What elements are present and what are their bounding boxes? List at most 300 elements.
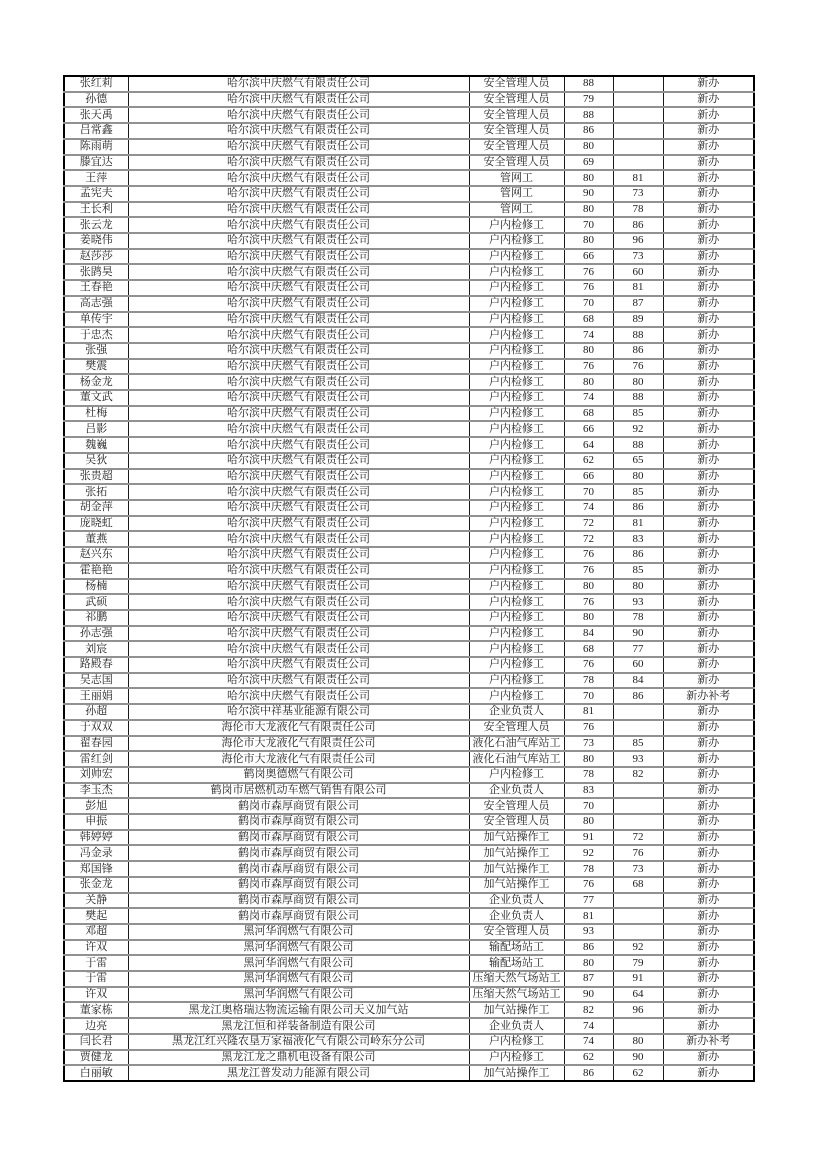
status-cell: 新办 <box>663 516 754 532</box>
score2-cell: 93 <box>613 594 663 610</box>
name-cell: 滕宜达 <box>64 155 128 171</box>
name-cell: 于雷 <box>64 971 128 987</box>
table-row <box>64 1065 754 1081</box>
status-cell: 新办 <box>663 987 754 1003</box>
table-row <box>64 893 754 909</box>
name-cell: 雷红剑 <box>64 751 128 767</box>
score1-cell: 79 <box>564 92 613 108</box>
score1-cell: 80 <box>564 343 613 359</box>
score1-cell: 93 <box>564 924 613 940</box>
status-cell: 新办 <box>663 783 754 799</box>
score1-cell: 62 <box>564 453 613 469</box>
table-row <box>64 1034 754 1050</box>
status-cell: 新办 <box>663 1018 754 1034</box>
name-cell: 胡金萍 <box>64 500 128 516</box>
company-cell: 鹤岗市森厚商贸有限公司 <box>128 814 469 830</box>
job-title-cell: 企业负责人 <box>469 908 564 924</box>
score2-cell: 76 <box>613 359 663 375</box>
score1-cell: 66 <box>564 469 613 485</box>
score2-cell: 88 <box>613 390 663 406</box>
job-title-cell: 加气站操作工 <box>469 1065 564 1081</box>
name-cell: 吕常鑫 <box>64 123 128 139</box>
score2-cell: 86 <box>613 343 663 359</box>
score1-cell: 86 <box>564 940 613 956</box>
table-row <box>64 955 754 971</box>
status-cell: 新办 <box>663 861 754 877</box>
name-cell: 张贵超 <box>64 469 128 485</box>
status-cell: 新办 <box>663 657 754 673</box>
status-cell: 新办 <box>663 469 754 485</box>
status-cell: 新办 <box>663 359 754 375</box>
job-title-cell: 户内检修工 <box>469 312 564 328</box>
name-cell: 边亮 <box>64 1018 128 1034</box>
company-cell: 黑河华润燃气有限公司 <box>128 987 469 1003</box>
name-cell: 翟春园 <box>64 736 128 752</box>
table-row <box>64 406 754 422</box>
name-cell: 单传宇 <box>64 312 128 328</box>
table-row <box>64 626 754 642</box>
score2-cell: 86 <box>613 688 663 704</box>
company-cell: 哈尔滨中庆燃气有限责任公司 <box>128 92 469 108</box>
status-cell: 新办 <box>663 893 754 909</box>
status-cell: 新办 <box>663 327 754 343</box>
table-row <box>64 374 754 390</box>
company-cell: 哈尔滨中庆燃气有限责任公司 <box>128 264 469 280</box>
score2-cell: 86 <box>613 500 663 516</box>
score2-cell: 86 <box>613 547 663 563</box>
job-title-cell: 户内检修工 <box>469 641 564 657</box>
table-row <box>64 720 754 736</box>
job-title-cell: 安全管理人员 <box>469 92 564 108</box>
name-cell: 武硕 <box>64 594 128 610</box>
status-cell: 新办 <box>663 217 754 233</box>
score2-cell: 92 <box>613 940 663 956</box>
company-cell: 哈尔滨中庆燃气有限责任公司 <box>128 484 469 500</box>
table-row <box>64 579 754 595</box>
job-title-cell: 加气站操作工 <box>469 877 564 893</box>
status-cell: 新办 <box>663 202 754 218</box>
job-title-cell: 安全管理人员 <box>469 139 564 155</box>
score2-cell: 73 <box>613 249 663 265</box>
score1-cell: 76 <box>564 264 613 280</box>
score1-cell: 76 <box>564 594 613 610</box>
table-row <box>64 484 754 500</box>
score1-cell: 74 <box>564 1034 613 1050</box>
job-title-cell: 户内检修工 <box>469 500 564 516</box>
score2-cell: 85 <box>613 563 663 579</box>
company-cell: 哈尔滨中庆燃气有限责任公司 <box>128 123 469 139</box>
name-cell: 赵兴东 <box>64 547 128 563</box>
name-cell: 于双双 <box>64 720 128 736</box>
table-row <box>64 783 754 799</box>
status-cell: 新办 <box>663 280 754 296</box>
score1-cell: 76 <box>564 720 613 736</box>
score1-cell: 76 <box>564 877 613 893</box>
job-title-cell: 户内检修工 <box>469 594 564 610</box>
name-cell: 孙志强 <box>64 626 128 642</box>
company-cell: 哈尔滨中庆燃气有限责任公司 <box>128 202 469 218</box>
table-row <box>64 877 754 893</box>
score1-cell: 78 <box>564 767 613 783</box>
job-title-cell: 企业负责人 <box>469 704 564 720</box>
table-row <box>64 264 754 280</box>
status-cell: 新办 <box>663 170 754 186</box>
status-cell: 新办 <box>663 374 754 390</box>
score2-cell: 76 <box>613 845 663 861</box>
status-cell: 新办 <box>663 76 754 92</box>
name-cell: 邓超 <box>64 924 128 940</box>
score2-cell: 73 <box>613 186 663 202</box>
table-row <box>64 155 754 171</box>
score2-cell: 60 <box>613 657 663 673</box>
company-cell: 哈尔滨中庆燃气有限责任公司 <box>128 657 469 673</box>
company-cell: 黑河华润燃气有限公司 <box>128 940 469 956</box>
score1-cell: 77 <box>564 893 613 909</box>
score2-cell: 92 <box>613 421 663 437</box>
company-cell: 哈尔滨中庆燃气有限责任公司 <box>128 453 469 469</box>
score1-cell: 88 <box>564 76 613 92</box>
score2-cell: 80 <box>613 579 663 595</box>
score1-cell: 80 <box>564 374 613 390</box>
score2-cell: 65 <box>613 453 663 469</box>
table-row <box>64 1050 754 1066</box>
job-title-cell: 户内检修工 <box>469 390 564 406</box>
job-title-cell: 户内检修工 <box>469 673 564 689</box>
status-cell: 新办补考 <box>663 688 754 704</box>
status-cell: 新办 <box>663 123 754 139</box>
status-cell: 新办 <box>663 312 754 328</box>
company-cell: 哈尔滨中庆燃气有限责任公司 <box>128 217 469 233</box>
score2-cell: 88 <box>613 437 663 453</box>
table-row <box>64 1002 754 1018</box>
score2-cell: 87 <box>613 296 663 312</box>
score2-cell: 82 <box>613 767 663 783</box>
status-cell: 新办 <box>663 437 754 453</box>
score1-cell: 80 <box>564 233 613 249</box>
status-cell: 新办 <box>663 390 754 406</box>
name-cell: 杜梅 <box>64 406 128 422</box>
score1-cell: 73 <box>564 736 613 752</box>
company-cell: 鹤岗市森厚商贸有限公司 <box>128 908 469 924</box>
score2-cell: 86 <box>613 217 663 233</box>
score1-cell: 76 <box>564 280 613 296</box>
table-row <box>64 186 754 202</box>
table-row <box>64 343 754 359</box>
score2-cell: 79 <box>613 955 663 971</box>
status-cell: 新办 <box>663 186 754 202</box>
table-row <box>64 390 754 406</box>
score1-cell: 81 <box>564 704 613 720</box>
name-cell: 关静 <box>64 893 128 909</box>
table-row <box>64 704 754 720</box>
score1-cell: 62 <box>564 1050 613 1066</box>
job-title-cell: 户内检修工 <box>469 1034 564 1050</box>
job-title-cell: 输配场站工 <box>469 955 564 971</box>
score1-cell: 86 <box>564 1065 613 1081</box>
table-row <box>64 798 754 814</box>
job-title-cell: 户内检修工 <box>469 688 564 704</box>
score1-cell: 80 <box>564 610 613 626</box>
company-cell: 哈尔滨中庆燃气有限责任公司 <box>128 500 469 516</box>
status-cell: 新办 <box>663 704 754 720</box>
name-cell: 许双 <box>64 940 128 956</box>
score1-cell: 84 <box>564 626 613 642</box>
table-row <box>64 861 754 877</box>
job-title-cell: 安全管理人员 <box>469 720 564 736</box>
company-cell: 黑龙江龙之鼎机电设备有限公司 <box>128 1050 469 1066</box>
job-title-cell: 企业负责人 <box>469 1018 564 1034</box>
job-title-cell: 户内检修工 <box>469 359 564 375</box>
table-row <box>64 845 754 861</box>
job-title-cell: 企业负责人 <box>469 783 564 799</box>
name-cell: 吴狄 <box>64 453 128 469</box>
status-cell: 新办 <box>663 453 754 469</box>
score2-cell <box>613 1018 663 1034</box>
score2-cell: 81 <box>613 516 663 532</box>
job-title-cell: 户内检修工 <box>469 421 564 437</box>
name-cell: 吴志国 <box>64 673 128 689</box>
score1-cell: 80 <box>564 202 613 218</box>
job-title-cell: 户内检修工 <box>469 217 564 233</box>
company-cell: 哈尔滨中庆燃气有限责任公司 <box>128 296 469 312</box>
job-title-cell: 户内检修工 <box>469 280 564 296</box>
name-cell: 吕影 <box>64 421 128 437</box>
company-cell: 哈尔滨中庆燃气有限责任公司 <box>128 516 469 532</box>
company-cell: 哈尔滨中庆燃气有限责任公司 <box>128 374 469 390</box>
table-row <box>64 217 754 233</box>
table-row <box>64 688 754 704</box>
score1-cell: 74 <box>564 500 613 516</box>
score2-cell: 81 <box>613 170 663 186</box>
table-row <box>64 987 754 1003</box>
job-title-cell: 户内检修工 <box>469 1050 564 1066</box>
name-cell: 于雷 <box>64 955 128 971</box>
job-title-cell: 企业负责人 <box>469 893 564 909</box>
score2-cell <box>613 155 663 171</box>
table-row <box>64 312 754 328</box>
company-cell: 鹤岗奥德燃气有限公司 <box>128 767 469 783</box>
name-cell: 冯金录 <box>64 845 128 861</box>
score1-cell: 72 <box>564 516 613 532</box>
table-row <box>64 202 754 218</box>
job-title-cell: 户内检修工 <box>469 327 564 343</box>
job-title-cell: 液化石油气库站工 <box>469 751 564 767</box>
company-cell: 鹤岗市森厚商贸有限公司 <box>128 893 469 909</box>
score1-cell: 80 <box>564 139 613 155</box>
status-cell: 新办 <box>663 484 754 500</box>
company-cell: 黑河华润燃气有限公司 <box>128 955 469 971</box>
job-title-cell: 户内检修工 <box>469 406 564 422</box>
status-cell: 新办 <box>663 249 754 265</box>
job-title-cell: 输配场站工 <box>469 940 564 956</box>
score1-cell: 80 <box>564 170 613 186</box>
score1-cell: 83 <box>564 783 613 799</box>
status-cell: 新办 <box>663 233 754 249</box>
score1-cell: 76 <box>564 657 613 673</box>
name-cell: 杨楠 <box>64 579 128 595</box>
status-cell: 新办 <box>663 139 754 155</box>
job-title-cell: 户内检修工 <box>469 484 564 500</box>
status-cell: 新办 <box>663 563 754 579</box>
score2-cell <box>613 139 663 155</box>
score1-cell: 80 <box>564 814 613 830</box>
job-title-cell: 户内检修工 <box>469 343 564 359</box>
name-cell: 刘宸 <box>64 641 128 657</box>
score1-cell: 64 <box>564 437 613 453</box>
table-row <box>64 547 754 563</box>
status-cell: 新办 <box>663 343 754 359</box>
score2-cell: 80 <box>613 469 663 485</box>
status-cell: 新办 <box>663 736 754 752</box>
score1-cell: 78 <box>564 861 613 877</box>
score2-cell: 77 <box>613 641 663 657</box>
table-row <box>64 453 754 469</box>
table-row <box>64 500 754 516</box>
score2-cell <box>613 783 663 799</box>
company-cell: 哈尔滨中庆燃气有限责任公司 <box>128 673 469 689</box>
job-title-cell: 户内检修工 <box>469 469 564 485</box>
job-title-cell: 户内检修工 <box>469 296 564 312</box>
score1-cell: 68 <box>564 406 613 422</box>
company-cell: 鹤岗市森厚商贸有限公司 <box>128 830 469 846</box>
job-title-cell: 户内检修工 <box>469 374 564 390</box>
status-cell: 新办 <box>663 845 754 861</box>
job-title-cell: 加气站操作工 <box>469 861 564 877</box>
name-cell: 张金龙 <box>64 877 128 893</box>
job-title-cell: 户内检修工 <box>469 610 564 626</box>
name-cell: 闫长君 <box>64 1034 128 1050</box>
job-title-cell: 户内检修工 <box>469 264 564 280</box>
company-cell: 哈尔滨中庆燃气有限责任公司 <box>128 641 469 657</box>
job-title-cell: 液化石油气库站工 <box>469 736 564 752</box>
company-cell: 哈尔滨中庆燃气有限责任公司 <box>128 688 469 704</box>
company-cell: 鹤岗市居燃机动车燃气销售有限公司 <box>128 783 469 799</box>
name-cell: 祁鹏 <box>64 610 128 626</box>
status-cell: 新办 <box>663 500 754 516</box>
name-cell: 张拓 <box>64 484 128 500</box>
score1-cell: 78 <box>564 673 613 689</box>
name-cell: 张云龙 <box>64 217 128 233</box>
score1-cell: 70 <box>564 217 613 233</box>
company-cell: 鹤岗市森厚商贸有限公司 <box>128 845 469 861</box>
status-cell: 新办 <box>663 641 754 657</box>
company-cell: 哈尔滨中庆燃气有限责任公司 <box>128 233 469 249</box>
status-cell: 新办 <box>663 626 754 642</box>
name-cell: 贾健龙 <box>64 1050 128 1066</box>
name-cell: 庞晓虹 <box>64 516 128 532</box>
table-row <box>64 296 754 312</box>
results-table-body <box>64 76 754 1081</box>
table-row <box>64 107 754 123</box>
company-cell: 哈尔滨中庆燃气有限责任公司 <box>128 280 469 296</box>
status-cell: 新办 <box>663 1002 754 1018</box>
name-cell: 董燕 <box>64 531 128 547</box>
score1-cell: 74 <box>564 327 613 343</box>
name-cell: 董家栋 <box>64 1002 128 1018</box>
table-row <box>64 594 754 610</box>
table-row <box>64 516 754 532</box>
score1-cell: 76 <box>564 359 613 375</box>
company-cell: 鹤岗市森厚商贸有限公司 <box>128 798 469 814</box>
score2-cell <box>613 704 663 720</box>
company-cell: 哈尔滨中庆燃气有限责任公司 <box>128 594 469 610</box>
table-row <box>64 657 754 673</box>
certification-results-table <box>63 75 755 1082</box>
score1-cell: 70 <box>564 688 613 704</box>
job-title-cell: 户内检修工 <box>469 657 564 673</box>
score2-cell: 85 <box>613 736 663 752</box>
score2-cell: 93 <box>613 751 663 767</box>
status-cell: 新办 <box>663 406 754 422</box>
score2-cell <box>613 908 663 924</box>
company-cell: 海伦市大龙液化气有限责任公司 <box>128 751 469 767</box>
table-row <box>64 139 754 155</box>
score1-cell: 91 <box>564 830 613 846</box>
company-cell: 哈尔滨中庆燃气有限责任公司 <box>128 170 469 186</box>
table-row <box>64 908 754 924</box>
table-row <box>64 610 754 626</box>
company-cell: 哈尔滨中庆燃气有限责任公司 <box>128 312 469 328</box>
name-cell: 李玉杰 <box>64 783 128 799</box>
table-row <box>64 940 754 956</box>
job-title-cell: 安全管理人员 <box>469 123 564 139</box>
company-cell: 哈尔滨中庆燃气有限责任公司 <box>128 107 469 123</box>
name-cell: 孙德 <box>64 92 128 108</box>
name-cell: 杨金龙 <box>64 374 128 390</box>
score1-cell: 92 <box>564 845 613 861</box>
name-cell: 王长利 <box>64 202 128 218</box>
name-cell: 孙超 <box>64 704 128 720</box>
score2-cell: 84 <box>613 673 663 689</box>
name-cell: 霍艳艳 <box>64 563 128 579</box>
score1-cell: 90 <box>564 987 613 1003</box>
score2-cell: 68 <box>613 877 663 893</box>
status-cell: 新办 <box>663 877 754 893</box>
job-title-cell: 加气站操作工 <box>469 845 564 861</box>
name-cell: 张强 <box>64 343 128 359</box>
status-cell: 新办 <box>663 924 754 940</box>
score1-cell: 90 <box>564 186 613 202</box>
job-title-cell: 户内检修工 <box>469 626 564 642</box>
score2-cell: 90 <box>613 1050 663 1066</box>
company-cell: 海伦市大龙液化气有限责任公司 <box>128 720 469 736</box>
table-row <box>64 767 754 783</box>
score1-cell: 80 <box>564 579 613 595</box>
status-cell: 新办 <box>663 1065 754 1081</box>
score2-cell <box>613 92 663 108</box>
company-cell: 哈尔滨中祥基业能源有限公司 <box>128 704 469 720</box>
company-cell: 哈尔滨中庆燃气有限责任公司 <box>128 563 469 579</box>
score1-cell: 80 <box>564 751 613 767</box>
status-cell: 新办 <box>663 720 754 736</box>
table-row <box>64 437 754 453</box>
company-cell: 哈尔滨中庆燃气有限责任公司 <box>128 343 469 359</box>
job-title-cell: 户内检修工 <box>469 547 564 563</box>
score2-cell <box>613 720 663 736</box>
name-cell: 王丽娟 <box>64 688 128 704</box>
job-title-cell: 安全管理人员 <box>469 924 564 940</box>
job-title-cell: 户内检修工 <box>469 563 564 579</box>
company-cell: 哈尔滨中庆燃气有限责任公司 <box>128 155 469 171</box>
score2-cell: 96 <box>613 1002 663 1018</box>
table-row <box>64 751 754 767</box>
score1-cell: 82 <box>564 1002 613 1018</box>
name-cell: 路殿春 <box>64 657 128 673</box>
name-cell: 彭旭 <box>64 798 128 814</box>
score2-cell: 78 <box>613 202 663 218</box>
company-cell: 黑龙江奥格瑞达物流运输有限公司天义加气站 <box>128 1002 469 1018</box>
status-cell: 新办 <box>663 798 754 814</box>
